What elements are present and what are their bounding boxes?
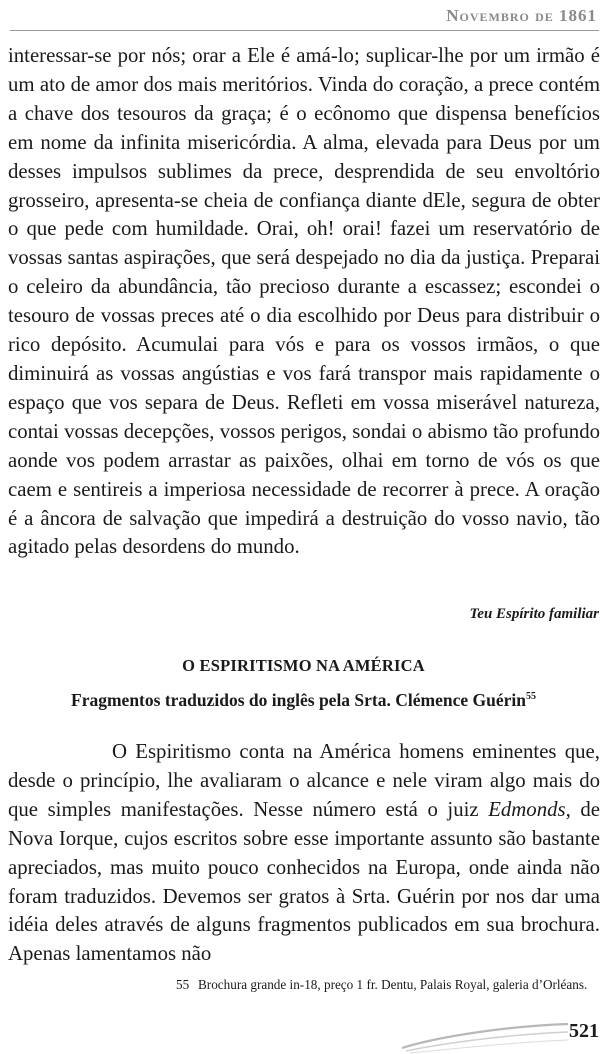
section-title: O ESPIRITISMO NA AMÉRICA bbox=[182, 656, 425, 675]
paragraph-america-part2: , de Nova Iorque, cujos escritos sobre esse importante assunto são bastante apreciados, mas muito pouco conhecidos na Europa, onde ainda não foram traduzidos. Devemos ser gratos à Srta. Guérin por nos dar uma idéia deles através de alguns fragmentos publicados em sua brochura. Apenas lamentamos não bbox=[8, 797, 600, 966]
paragraph-prayer: interessar-se por nós; orar a Ele é amá-lo; suplicar-lhe por um irmão é um ato de amor dos mais meritórios. Vinda do coração, a prece contém a chave dos tesouros da graça; é o ecônomo que dispensa benefícios em nome da infinita misericórdia. A alma, elevada para Deus por um desses impulsos sublimes da prece, desprendida de seu envoltório grosseiro, apresenta-se cheia de confiança diante dEle, segura de obter o que pede com humildade. Orai, oh! orai! fazei um reservatório de vossas santas aspirações, que será despejado no dia da justiça. Preparai o celeiro da abundância, tão precioso durante a escassez; escondei o tesouro de vossas preces até o dia escolhido por Deus para distribuir o rico depósito. Acumulai para vós e para os vossos irmãos, o que diminuirá as vossas angústias e vos fará transpor mais rapidamente o espaço que vos separa de Deus. Refleti em vossa miserável natureza, contai vossas decepções, vossos perigos, sondai o abismo tão profundo aonde vos podem arrastar as paixões, olhai em torno de vós os que caem e sentireis a imperiosa necessidade de recorrer à prece. A oração é a âncora de salvação que impedirá a destruição do vosso navio, tão agitado pelas desordens do mundo. bbox=[8, 44, 600, 559]
page-swoosh-ornament bbox=[400, 1018, 570, 1054]
footnote-text: Brochura grande in-18, preço 1 fr. Dentu, Palais Royal, galeria d’Orléans. bbox=[198, 977, 588, 992]
section-subtitle-text: Fragmentos traduzidos do inglês pela Srta. Clémence Guérin bbox=[71, 690, 526, 710]
paragraph-america-part1: O Espiritismo conta na América homens eminentes que, desde o princípio, lhe avaliaram o alcance e nele viram algo mais do que simples manifestações. Nesse número está o juiz bbox=[8, 740, 600, 821]
signature: Teu Espírito familiar bbox=[469, 606, 599, 622]
page-number: 521 bbox=[569, 1020, 599, 1042]
running-head: Novembro de 1861 bbox=[446, 6, 597, 25]
footnote-number: 55 bbox=[176, 977, 190, 992]
section-subtitle bbox=[0, 690, 607, 711]
footnote-ref[interactable]: 55 bbox=[525, 691, 536, 703]
header-rule bbox=[10, 30, 599, 31]
edmonds-emphasis: Edmonds bbox=[488, 797, 566, 821]
footnote bbox=[176, 976, 600, 993]
paragraph-america bbox=[8, 738, 600, 969]
